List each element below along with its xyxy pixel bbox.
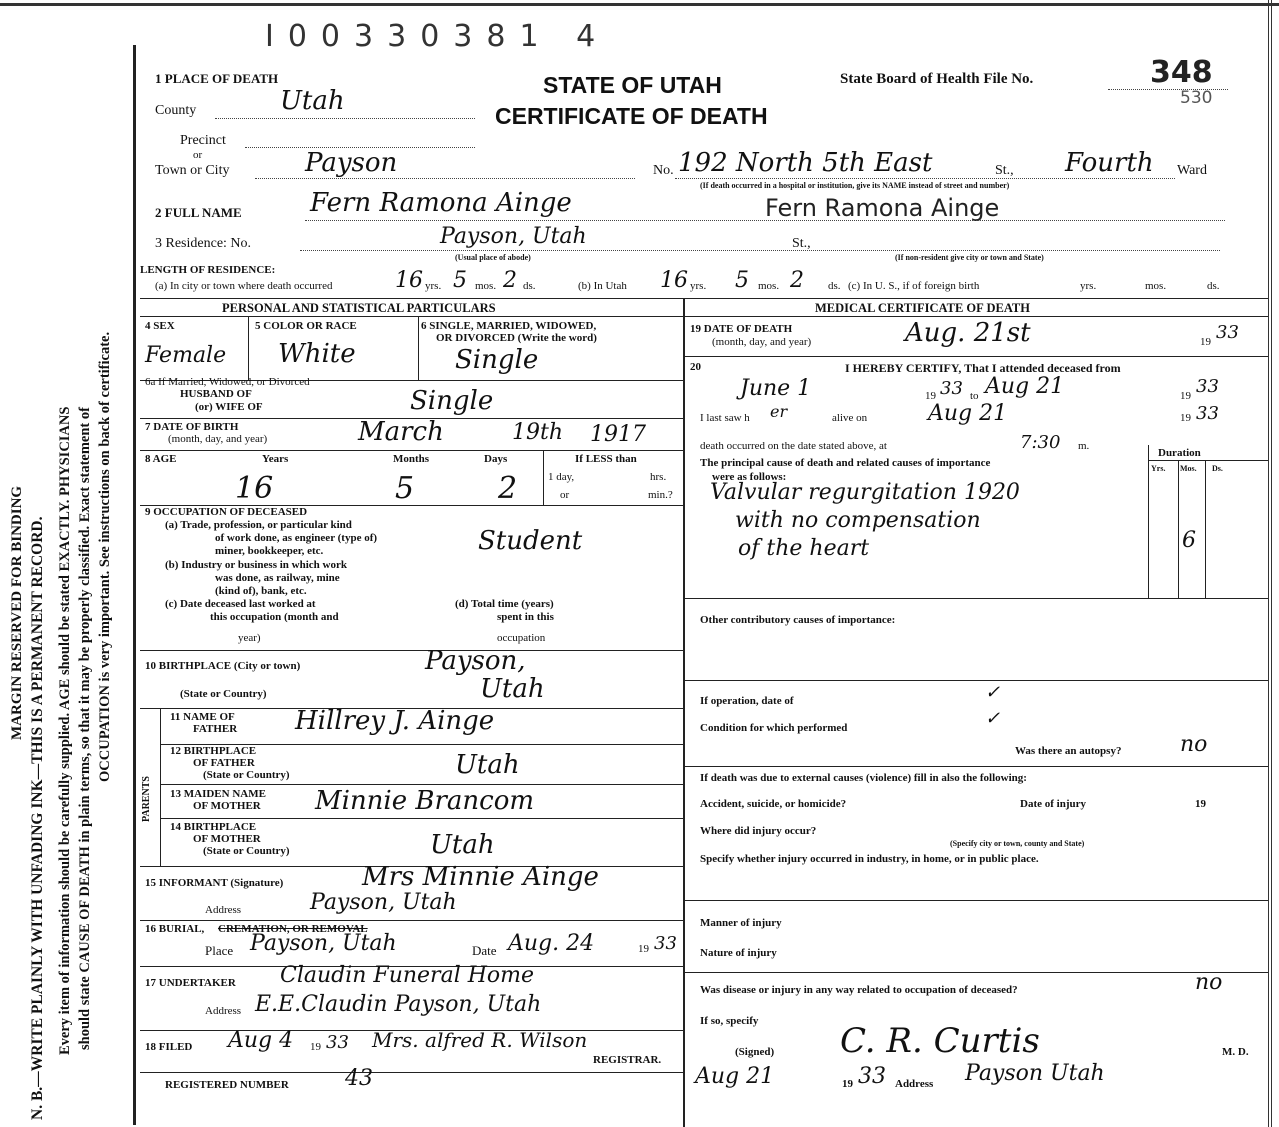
full-name-handwritten: Fern Ramona Ainge	[310, 188, 572, 218]
dob-day: 19th	[512, 420, 564, 445]
cause-label-2: were as follows:	[712, 471, 787, 483]
rule	[140, 1072, 683, 1073]
rule	[683, 598, 1268, 599]
occupation-d3: occupation	[497, 632, 546, 644]
right-border	[1268, 0, 1272, 1127]
duration-label: Duration	[1158, 447, 1201, 459]
residence-utah-months: 5	[735, 268, 749, 293]
mother-label-2: OF MOTHER	[193, 800, 261, 812]
birthplace-label: 10 BIRTHPLACE (City or town)	[145, 660, 301, 672]
occupation-a3: miner, bookkeeper, etc.	[215, 545, 324, 557]
margin-ink-note: N. B.—WRITE PLAINLY WITH UNFADING INK—THIS IS A PERMANENT RECORD.	[29, 516, 46, 1120]
hrs-label: hrs.	[650, 471, 667, 483]
birthplace-state: Utah	[480, 674, 545, 704]
time-of-death: 7:30	[1020, 432, 1061, 453]
undertaker-address: E.E.Claudin Payson, Utah	[255, 992, 542, 1017]
margin-instructions-1: Every item of information should be carefully supplied. AGE should be stated EXACTLY. PHYSICIANS	[57, 406, 73, 1055]
signed-label: (Signed)	[735, 1046, 775, 1058]
cause-line-1: Valvular regurgitation 1920	[710, 480, 1020, 505]
rule	[1178, 460, 1179, 598]
occupation-related-label: Was disease or injury in any way related to occupation of deceased?	[700, 984, 1018, 996]
spouse-label-3: (or) WIFE OF	[195, 401, 263, 413]
father-name: Hillrey J. Ainge	[295, 706, 495, 736]
hospital-note: (If death occurred in a hospital or institution, give its NAME instead of street and number)	[700, 181, 1010, 190]
date-of-death-label: 19 DATE OF DEATH	[690, 323, 793, 335]
margin-instructions-2: should state CAUSE OF DEATH in plain terms, so that it may be properly classified. Exact statement of	[77, 407, 93, 1050]
occupation-a1: (a) Trade, profession, or particular kind	[165, 519, 352, 531]
residence-city-label: (a) In city or town where death occurred	[155, 280, 333, 292]
center-divider	[683, 298, 685, 1127]
rule	[1148, 445, 1149, 598]
rule	[1205, 460, 1206, 598]
rule	[248, 316, 249, 380]
where-injury-note: (Specify city or town, county and State)	[950, 839, 1085, 848]
top-edge	[0, 3, 1279, 6]
sex-label: 4 SEX	[145, 320, 175, 332]
rule	[683, 766, 1268, 767]
to-year-prefix: 19	[1180, 390, 1191, 402]
certify-label: I HEREBY CERTIFY, That I attended deceased from	[845, 361, 1121, 375]
last-saw-pronoun: er	[770, 402, 788, 421]
rule	[683, 972, 1268, 973]
signed-date: Aug 21	[695, 1064, 775, 1089]
rule	[160, 784, 683, 785]
last-saw-year: 33	[1196, 403, 1219, 424]
residence-city-months: 5	[453, 268, 467, 293]
dod-year: 33	[1216, 322, 1239, 343]
ward-value: Fourth	[1065, 148, 1154, 178]
from-year-prefix: 19	[925, 390, 936, 402]
street-value: 192 North 5th East	[678, 148, 933, 178]
occupation-value: Student	[478, 526, 583, 556]
burial-year: 33	[654, 933, 677, 954]
dob-label: 7 DATE OF BIRTH	[145, 421, 239, 433]
marital-label: 6 SINGLE, MARRIED, WIDOWED,	[421, 320, 597, 332]
occupation-a2: of work done, as engineer (type of)	[215, 532, 378, 544]
yrs-label: yrs.	[1080, 280, 1097, 292]
to-label: to	[970, 390, 979, 402]
certificate-title: CERTIFICATE OF DEATH	[495, 103, 768, 129]
father-birthplace-label-1: 12 BIRTHPLACE	[170, 745, 257, 757]
full-name-typed: Fern Ramona Ainge	[765, 194, 1000, 222]
town-value: Payson	[305, 148, 398, 178]
file-number-line	[1108, 89, 1228, 90]
md-label: M. D.	[1222, 1046, 1249, 1058]
occupation-c1: (c) Date deceased last worked at	[165, 598, 316, 610]
alive-on-label: alive on	[832, 412, 868, 424]
duration-months-label: Mos.	[1180, 464, 1197, 473]
birthplace-state-label: (State or Country)	[180, 688, 267, 700]
residence-city-years: 16	[395, 268, 423, 293]
occupation-label: 9 OCCUPATION OF DECEASED	[145, 506, 308, 518]
serial-number: I00330381 4	[265, 19, 610, 54]
town-line	[255, 178, 635, 179]
father-label-1: 11 NAME OF	[170, 711, 235, 723]
registered-number: 43	[345, 1066, 373, 1091]
mos-label: mos.	[475, 280, 497, 292]
left-border	[133, 45, 136, 1125]
rule	[140, 920, 683, 921]
residence-label: 3 Residence: No.	[155, 236, 252, 251]
rule	[160, 708, 161, 866]
sex-value: Female	[145, 343, 227, 368]
file-number-label: State Board of Health File No.	[840, 71, 1034, 87]
nature-label: Nature of injury	[700, 947, 777, 959]
length-of-residence-label: LENGTH OF RESIDENCE:	[140, 264, 276, 276]
one-day-label: 1 day,	[548, 471, 575, 483]
burial-struck-text: CREMATION, OR REMOVAL	[218, 923, 368, 935]
mother-birthplace: Utah	[430, 830, 495, 860]
days-label: Days	[484, 453, 508, 465]
usual-abode-note: (Usual place of abode)	[455, 253, 531, 262]
informant-address-label: Address	[205, 904, 242, 916]
or-label: or	[193, 149, 203, 161]
rule	[683, 356, 1268, 357]
marital-label-2: OR DIVORCED (Write the word)	[436, 332, 597, 344]
street-number-label: No.	[653, 163, 674, 178]
marital-value: Single	[455, 345, 539, 375]
where-injury-label: Where did injury occur?	[700, 825, 817, 837]
parents-label: PARENTS	[141, 776, 152, 822]
spouse-value: Single	[410, 386, 494, 416]
ds-label: ds.	[523, 280, 536, 292]
rule	[140, 450, 683, 451]
filed-date: Aug 4	[228, 1028, 294, 1053]
rule	[683, 900, 1268, 901]
registrar-signature: Mrs. alfred R. Wilson	[372, 1028, 588, 1052]
mother-birthplace-label-2: OF MOTHER	[193, 833, 261, 845]
attended-from-date: June 1	[740, 376, 812, 401]
mother-birthplace-label-1: 14 BIRTHPLACE	[170, 821, 257, 833]
father-birthplace-label-2: OF FATHER	[193, 757, 255, 769]
burial-date-label: Date	[472, 943, 497, 958]
informant-label: 15 INFORMANT (Signature)	[145, 877, 284, 889]
residence-line	[300, 250, 1220, 251]
duration-years-label: Yrs.	[1151, 464, 1166, 473]
age-months: 5	[395, 471, 415, 506]
state-heading: STATE OF UTAH	[543, 72, 722, 98]
mother-birthplace-label-3: (State or Country)	[203, 845, 290, 857]
signed-year: 33	[858, 1064, 886, 1089]
or-label: or	[560, 489, 570, 501]
undertaker-name: Claudin Funeral Home	[280, 963, 535, 988]
burial-place: Payson, Utah	[250, 931, 397, 956]
rule	[543, 450, 544, 505]
county-value: Utah	[280, 86, 345, 116]
attended-to-year: 33	[1196, 376, 1219, 397]
street-label: St.,	[995, 163, 1014, 178]
occupation-related-value: no	[1195, 970, 1223, 995]
dob-month: March	[358, 417, 444, 447]
cause-line-3: of the heart	[738, 536, 870, 561]
mother-label-1: 13 MAIDEN NAME	[170, 788, 266, 800]
residence-utah-label: (b) In Utah	[578, 280, 627, 292]
county-label: County	[155, 103, 197, 118]
nonresident-note: (If non-resident give city or town and State)	[895, 253, 1044, 262]
item-20-label: 20	[690, 361, 701, 373]
birthplace-city: Payson,	[425, 646, 526, 676]
rule	[160, 818, 683, 819]
personal-heading: PERSONAL AND STATISTICAL PARTICULARS	[222, 301, 496, 315]
table-top-rule	[140, 298, 1268, 299]
specify-injury-label: Specify whether injury occurred in industry, in home, or in public place.	[700, 853, 1039, 865]
dob-year: 1917	[590, 422, 646, 447]
attended-from-year: 33	[940, 378, 963, 399]
rule	[1148, 460, 1268, 461]
accident-label: Accident, suicide, or homicide?	[700, 798, 847, 810]
date-of-death-sub: (month, day, and year)	[712, 336, 812, 348]
autopsy-value: no	[1180, 732, 1208, 757]
signed-year-prefix: 19	[842, 1078, 853, 1090]
duration-days-label: Ds.	[1212, 464, 1223, 473]
residence-city-days: 2	[503, 268, 517, 293]
last-saw-date: Aug 21	[928, 401, 1008, 426]
rule	[140, 650, 683, 651]
burial-year-prefix: 19	[638, 943, 649, 955]
occupation-b2: was done, as railway, mine	[215, 572, 340, 584]
filed-year-prefix: 19	[310, 1041, 321, 1053]
full-name-line	[305, 220, 1225, 221]
spouse-label-2: HUSBAND OF	[180, 388, 252, 400]
registered-number-label: REGISTERED NUMBER	[165, 1079, 289, 1091]
rule	[683, 680, 1268, 681]
operation-label: If operation, date of	[700, 695, 794, 707]
physician-address-label: Address	[895, 1078, 934, 1090]
file-number: 348	[1150, 55, 1213, 90]
if-so-label: If so, specify	[700, 1015, 759, 1027]
town-label: Town or City	[155, 163, 230, 178]
attended-to-date: Aug 21	[985, 374, 1065, 399]
injury-year-prefix: 19	[1195, 798, 1206, 810]
occupation-d2: spent in this	[497, 611, 554, 623]
mos-label: mos.	[1145, 280, 1167, 292]
ds-label: ds.	[828, 280, 841, 292]
filed-year: 33	[326, 1032, 349, 1053]
place-of-death-heading: 1 PLACE OF DEATH	[155, 71, 279, 86]
occupation-d1: (d) Total time (years)	[455, 598, 554, 610]
margin-binding-note: MARGIN RESERVED FOR BINDING	[9, 485, 25, 740]
occupation-c2: this occupation (month and	[210, 611, 339, 623]
residence-utah-days: 2	[790, 268, 804, 293]
condition-label: Condition for which performed	[700, 722, 848, 734]
years-label: Years	[262, 453, 289, 465]
undertaker-label: 17 UNDERTAKER	[145, 977, 236, 989]
external-causes-label: If death was due to external causes (violence) fill in also the following:	[700, 772, 1027, 784]
yrs-label: yrs.	[425, 280, 442, 292]
age-days: 2	[498, 471, 518, 506]
age-years: 16	[235, 471, 274, 506]
burial-date: Aug. 24	[508, 931, 595, 956]
informant-signature: Mrs Minnie Ainge	[362, 862, 599, 892]
months-label: Months	[393, 453, 430, 465]
last-saw-year-prefix: 19	[1180, 412, 1191, 424]
yrs-label: yrs.	[690, 280, 707, 292]
street-line	[675, 178, 1175, 179]
precinct-label: Precinct	[180, 133, 226, 148]
manner-label: Manner of injury	[700, 917, 782, 929]
occupation-b1: (b) Industry or business in which work	[165, 559, 347, 571]
rule	[418, 316, 419, 380]
date-of-death: Aug. 21st	[905, 318, 1031, 348]
mother-name: Minnie Brancom	[315, 786, 535, 816]
injury-date-label: Date of injury	[1020, 798, 1086, 810]
physician-signature: C. R. Curtis	[840, 1021, 1040, 1061]
occupation-c3: year)	[238, 632, 261, 644]
rule	[683, 316, 1268, 317]
age-label: 8 AGE	[145, 453, 177, 465]
cause-line-2: with no compensation	[735, 508, 981, 533]
filed-label: 18 FILED	[145, 1041, 193, 1053]
last-saw-label: I last saw h	[700, 412, 750, 424]
dob-sub-label: (month, day, and year)	[168, 433, 268, 445]
duration-months: 6	[1182, 528, 1196, 553]
condition-value: ✓	[985, 708, 1001, 729]
father-birthplace: Utah	[455, 750, 520, 780]
margin-instructions-3: OCCUPATION is very important. See instructions on back of certificate.	[97, 331, 113, 782]
informant-address: Payson, Utah	[310, 890, 457, 915]
ds-label: ds.	[1207, 280, 1220, 292]
burial-label: 16 BURIAL,	[145, 923, 205, 935]
physician-address: Payson Utah	[965, 1061, 1105, 1086]
operation-value: ✓	[985, 682, 1001, 703]
father-label-2: FATHER	[193, 723, 238, 735]
residence-utah-years: 16	[660, 268, 688, 293]
burial-place-label: Place	[205, 943, 234, 958]
residence-us-label: (c) In U. S., if of foreign birth	[848, 280, 980, 292]
registrar-label: REGISTRAR.	[593, 1054, 662, 1066]
dod-year-prefix: 19	[1200, 336, 1211, 348]
ward-label: Ward	[1177, 163, 1207, 178]
time-suffix: m.	[1078, 440, 1090, 452]
occupation-b3: (kind of), bank, etc.	[215, 585, 307, 597]
occurred-label: death occurred on the date stated above, at	[700, 440, 887, 452]
undertaker-address-label: Address	[205, 1005, 242, 1017]
father-birthplace-label-3: (State or Country)	[203, 769, 290, 781]
min-label: min.?	[648, 489, 673, 501]
file-number-secondary: 530	[1180, 88, 1213, 108]
rule	[140, 316, 683, 317]
residence-street-label: St.,	[792, 236, 811, 251]
color-value: White	[278, 339, 356, 369]
spouse-label-1: 6a If Married, Widowed, or Divorced	[145, 376, 310, 388]
mos-label: mos.	[758, 280, 780, 292]
cause-label-1: The principal cause of death and related causes of importance	[700, 457, 991, 469]
less-than-label: If LESS than	[575, 453, 637, 465]
full-name-label: 2 FULL NAME	[155, 205, 242, 220]
contributory-label: Other contributory causes of importance:	[700, 614, 896, 626]
medical-heading: MEDICAL CERTIFICATE OF DEATH	[815, 301, 1030, 315]
county-line	[215, 118, 475, 119]
autopsy-label: Was there an autopsy?	[1015, 745, 1122, 757]
color-label: 5 COLOR OR RACE	[255, 320, 357, 332]
residence-value: Payson, Utah	[440, 224, 587, 249]
